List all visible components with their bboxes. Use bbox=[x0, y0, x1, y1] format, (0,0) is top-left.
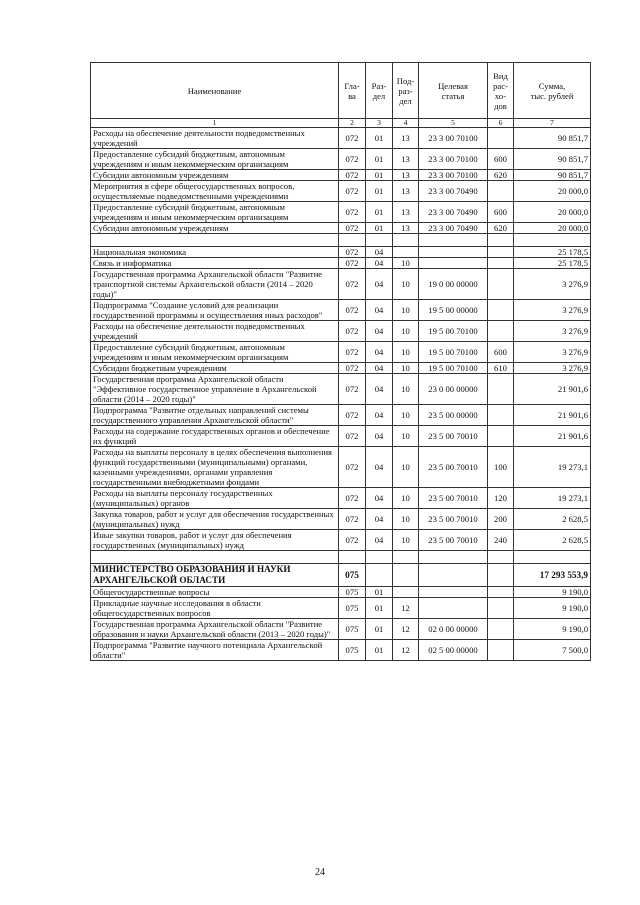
row-name: Расходы на содержание государственных органов и обеспечение их функций bbox=[91, 426, 339, 447]
row-chapter: 072 bbox=[339, 530, 366, 551]
row-subsection: 13 bbox=[393, 170, 419, 181]
budget-table-sheet bbox=[90, 62, 590, 661]
row-target: 23 3 00 70490 bbox=[419, 202, 488, 223]
row-amount: 9 190,0 bbox=[514, 587, 591, 598]
row-subsection: 13 bbox=[393, 223, 419, 234]
row-chapter: 072 bbox=[339, 488, 366, 509]
row-expense-type bbox=[488, 564, 514, 587]
row-name: Общегосударственные вопросы bbox=[91, 587, 339, 598]
table-row bbox=[91, 202, 591, 223]
row-chapter: 075 bbox=[339, 587, 366, 598]
table-row bbox=[91, 363, 591, 374]
row-name: Связь и информатика bbox=[91, 258, 339, 269]
row-chapter: 072 bbox=[339, 300, 366, 321]
row-section: 01 bbox=[366, 202, 393, 223]
row-amount: 3 276,9 bbox=[514, 269, 591, 300]
row-section: 01 bbox=[366, 640, 393, 661]
row-subsection bbox=[393, 587, 419, 598]
row-name: Подпрограмма "Развитие отдельных направлений системы государственного управления Архангельской области" bbox=[91, 405, 339, 426]
table-row bbox=[91, 321, 591, 342]
row-amount: 25 178,5 bbox=[514, 258, 591, 269]
row-section: 04 bbox=[366, 509, 393, 530]
row-target: 19 0 00 00000 bbox=[419, 269, 488, 300]
row-name: Закупка товаров, работ и услуг для обеспечения государственных (муниципальных) нужд bbox=[91, 509, 339, 530]
row-target: 23 3 00 70490 bbox=[419, 223, 488, 234]
column-number: 2 bbox=[339, 119, 366, 128]
row-chapter: 072 bbox=[339, 374, 366, 405]
table-row bbox=[91, 405, 591, 426]
row-name: Государственная программа Архангельской области "Развитие транспортной системы Архангельской области (2014 – 2020 годы)" bbox=[91, 269, 339, 300]
table-row bbox=[91, 181, 591, 202]
row-section: 04 bbox=[366, 342, 393, 363]
row-subsection: 10 bbox=[393, 530, 419, 551]
row-section: 01 bbox=[366, 223, 393, 234]
row-chapter: 072 bbox=[339, 202, 366, 223]
row-expense-type: 620 bbox=[488, 170, 514, 181]
row-chapter: 072 bbox=[339, 321, 366, 342]
row-section: 04 bbox=[366, 258, 393, 269]
row-amount: 9 190,0 bbox=[514, 598, 591, 619]
row-section: 04 bbox=[366, 426, 393, 447]
row-subsection: 10 bbox=[393, 258, 419, 269]
header-target: Целевая статья bbox=[419, 63, 488, 119]
row-chapter: 072 bbox=[339, 342, 366, 363]
column-number-row bbox=[91, 119, 591, 128]
column-number: 5 bbox=[419, 119, 488, 128]
table-row bbox=[91, 530, 591, 551]
table-row bbox=[91, 619, 591, 640]
row-amount: 20 000,0 bbox=[514, 223, 591, 234]
header-name: Наименование bbox=[91, 63, 339, 119]
row-expense-type bbox=[488, 321, 514, 342]
row-section: 04 bbox=[366, 269, 393, 300]
row-subsection: 10 bbox=[393, 342, 419, 363]
header-subsection: Под- раз- дел bbox=[393, 63, 419, 119]
empty-cell bbox=[91, 551, 339, 564]
row-amount: 7 500,0 bbox=[514, 640, 591, 661]
row-target: 23 5 00 70010 bbox=[419, 426, 488, 447]
row-expense-type bbox=[488, 598, 514, 619]
table-row bbox=[91, 488, 591, 509]
row-expense-type bbox=[488, 128, 514, 149]
row-target: 23 5 00 70010 bbox=[419, 447, 488, 488]
row-section: 01 bbox=[366, 619, 393, 640]
row-name: Подпрограмма "Развитие научного потенциала Архангельской области" bbox=[91, 640, 339, 661]
row-target: 23 0 00 00000 bbox=[419, 374, 488, 405]
row-amount: 19 273,1 bbox=[514, 447, 591, 488]
row-expense-type bbox=[488, 405, 514, 426]
table-row bbox=[91, 509, 591, 530]
row-target: 19 5 00 70100 bbox=[419, 363, 488, 374]
row-expense-type: 600 bbox=[488, 202, 514, 223]
row-subsection bbox=[393, 564, 419, 587]
row-name: Подпрограмма "Создание условий для реализации государственной программы и осуществления иных расходов" bbox=[91, 300, 339, 321]
table-row bbox=[91, 170, 591, 181]
row-amount: 3 276,9 bbox=[514, 300, 591, 321]
table-row bbox=[91, 426, 591, 447]
row-subsection: 13 bbox=[393, 181, 419, 202]
table-body bbox=[91, 128, 591, 661]
row-amount: 3 276,9 bbox=[514, 321, 591, 342]
row-section: 01 bbox=[366, 181, 393, 202]
table-row bbox=[91, 342, 591, 363]
row-chapter: 072 bbox=[339, 405, 366, 426]
row-name: Прикладные научные исследования в области общегосударственных вопросов bbox=[91, 598, 339, 619]
row-target bbox=[419, 598, 488, 619]
row-name: Субсидии автономным учреждениям bbox=[91, 170, 339, 181]
row-chapter: 072 bbox=[339, 149, 366, 170]
row-subsection: 12 bbox=[393, 619, 419, 640]
row-name: Предоставление субсидий бюджетным, автономным учреждениям и иным некоммерческим организациям bbox=[91, 202, 339, 223]
row-section: 01 bbox=[366, 128, 393, 149]
row-subsection: 10 bbox=[393, 447, 419, 488]
table-row bbox=[91, 128, 591, 149]
row-section: 04 bbox=[366, 363, 393, 374]
empty-cell bbox=[339, 234, 366, 247]
row-amount: 25 178,5 bbox=[514, 247, 591, 258]
table-row bbox=[91, 640, 591, 661]
row-amount: 20 000,0 bbox=[514, 181, 591, 202]
page-number: 24 bbox=[315, 867, 325, 878]
table-row bbox=[91, 598, 591, 619]
row-expense-type bbox=[488, 247, 514, 258]
row-name: Предоставление субсидий бюджетным, автономным учреждениям и иным некоммерческим организациям bbox=[91, 342, 339, 363]
row-amount: 17 293 553,9 bbox=[514, 564, 591, 587]
row-chapter: 072 bbox=[339, 269, 366, 300]
header-section: Раз- дел bbox=[366, 63, 393, 119]
row-expense-type: 240 bbox=[488, 530, 514, 551]
row-expense-type: 200 bbox=[488, 509, 514, 530]
table-row bbox=[91, 247, 591, 258]
row-name: Расходы на выплаты персоналу в целях обеспечения выполнения функций государственными (муниципальными) органами, казенными учреждениями, органами управления государственными внебюджетными фондами bbox=[91, 447, 339, 488]
row-subsection: 10 bbox=[393, 426, 419, 447]
row-chapter: 072 bbox=[339, 363, 366, 374]
row-section bbox=[366, 564, 393, 587]
row-chapter: 072 bbox=[339, 447, 366, 488]
row-subsection: 12 bbox=[393, 640, 419, 661]
row-target bbox=[419, 587, 488, 598]
row-name: Субсидии бюджетным учреждениям bbox=[91, 363, 339, 374]
row-name: Иные закупки товаров, работ и услуг для обеспечения государственных (муниципальных) нужд bbox=[91, 530, 339, 551]
row-amount: 2 628,5 bbox=[514, 509, 591, 530]
row-expense-type bbox=[488, 640, 514, 661]
row-expense-type bbox=[488, 300, 514, 321]
row-name: МИНИСТЕРСТВО ОБРАЗОВАНИЯ И НАУКИ АРХАНГЕЛЬСКОЙ ОБЛАСТИ bbox=[91, 564, 339, 587]
row-chapter: 075 bbox=[339, 640, 366, 661]
row-expense-type: 600 bbox=[488, 149, 514, 170]
row-expense-type bbox=[488, 374, 514, 405]
row-target: 23 3 00 70100 bbox=[419, 128, 488, 149]
row-target: 02 5 00 00000 bbox=[419, 640, 488, 661]
row-section: 01 bbox=[366, 587, 393, 598]
row-target: 19 5 00 00000 bbox=[419, 300, 488, 321]
row-subsection: 10 bbox=[393, 509, 419, 530]
row-target: 23 5 00 70010 bbox=[419, 509, 488, 530]
row-target: 23 3 00 70100 bbox=[419, 149, 488, 170]
row-subsection: 10 bbox=[393, 321, 419, 342]
row-subsection: 13 bbox=[393, 202, 419, 223]
row-chapter: 072 bbox=[339, 223, 366, 234]
row-amount: 3 276,9 bbox=[514, 363, 591, 374]
row-amount: 9 190,0 bbox=[514, 619, 591, 640]
row-expense-type: 100 bbox=[488, 447, 514, 488]
row-section: 01 bbox=[366, 598, 393, 619]
row-name: Расходы на выплаты персоналу государственных (муниципальных) органов bbox=[91, 488, 339, 509]
empty-cell bbox=[488, 234, 514, 247]
empty-cell bbox=[393, 234, 419, 247]
row-section: 01 bbox=[366, 170, 393, 181]
row-subsection: 10 bbox=[393, 405, 419, 426]
row-target: 23 5 00 00000 bbox=[419, 405, 488, 426]
row-target: 23 3 00 70100 bbox=[419, 170, 488, 181]
row-amount: 20 000,0 bbox=[514, 202, 591, 223]
empty-cell bbox=[419, 234, 488, 247]
table-row bbox=[91, 223, 591, 234]
row-amount: 90 851,7 bbox=[514, 149, 591, 170]
row-subsection: 10 bbox=[393, 488, 419, 509]
row-target: 23 5 00 70010 bbox=[419, 530, 488, 551]
row-amount: 21 901,6 bbox=[514, 405, 591, 426]
row-name: Расходы на обеспечение деятельности подведомственных учреждений bbox=[91, 321, 339, 342]
row-name: Субсидии автономным учреждениям bbox=[91, 223, 339, 234]
row-expense-type bbox=[488, 258, 514, 269]
row-section: 04 bbox=[366, 374, 393, 405]
row-expense-type bbox=[488, 181, 514, 202]
empty-cell bbox=[488, 551, 514, 564]
row-expense-type bbox=[488, 269, 514, 300]
row-section: 04 bbox=[366, 247, 393, 258]
row-target: 19 5 00 70100 bbox=[419, 321, 488, 342]
empty-cell bbox=[419, 551, 488, 564]
row-expense-type: 600 bbox=[488, 342, 514, 363]
row-name: Расходы на обеспечение деятельности подведомственных учреждений bbox=[91, 128, 339, 149]
row-chapter: 072 bbox=[339, 247, 366, 258]
empty-cell bbox=[366, 551, 393, 564]
spacer-row bbox=[91, 234, 591, 247]
row-subsection: 10 bbox=[393, 269, 419, 300]
table-row bbox=[91, 269, 591, 300]
empty-cell bbox=[514, 551, 591, 564]
row-expense-type: 610 bbox=[488, 363, 514, 374]
row-amount: 2 628,5 bbox=[514, 530, 591, 551]
header-amount: Сумма, тыс. рублей bbox=[514, 63, 591, 119]
row-name: Национальная экономика bbox=[91, 247, 339, 258]
row-chapter: 075 bbox=[339, 619, 366, 640]
row-section: 04 bbox=[366, 530, 393, 551]
budget-table bbox=[90, 62, 591, 661]
table-header-row bbox=[91, 63, 591, 119]
row-chapter: 072 bbox=[339, 509, 366, 530]
empty-cell bbox=[91, 234, 339, 247]
table-row bbox=[91, 374, 591, 405]
header-chapter: Гла- ва bbox=[339, 63, 366, 119]
row-target: 19 5 00 70100 bbox=[419, 342, 488, 363]
row-section: 04 bbox=[366, 405, 393, 426]
row-target bbox=[419, 258, 488, 269]
row-subsection: 10 bbox=[393, 300, 419, 321]
table-row bbox=[91, 447, 591, 488]
spacer-row bbox=[91, 551, 591, 564]
empty-cell bbox=[393, 551, 419, 564]
row-target: 23 5 00 70010 bbox=[419, 488, 488, 509]
row-chapter: 072 bbox=[339, 426, 366, 447]
row-amount: 90 851,7 bbox=[514, 128, 591, 149]
row-section: 04 bbox=[366, 300, 393, 321]
empty-cell bbox=[366, 234, 393, 247]
table-row bbox=[91, 587, 591, 598]
row-amount: 21 901,6 bbox=[514, 426, 591, 447]
row-section: 04 bbox=[366, 447, 393, 488]
row-expense-type bbox=[488, 587, 514, 598]
row-name: Предоставление субсидий бюджетным, автономным учреждениям и иным некоммерческим организациям bbox=[91, 149, 339, 170]
row-chapter: 075 bbox=[339, 598, 366, 619]
row-section: 04 bbox=[366, 321, 393, 342]
row-subsection bbox=[393, 247, 419, 258]
empty-cell bbox=[339, 551, 366, 564]
row-amount: 90 851,7 bbox=[514, 170, 591, 181]
row-section: 01 bbox=[366, 149, 393, 170]
row-target: 02 0 00 00000 bbox=[419, 619, 488, 640]
row-target: 23 3 00 70490 bbox=[419, 181, 488, 202]
row-chapter: 075 bbox=[339, 564, 366, 587]
row-amount: 3 276,9 bbox=[514, 342, 591, 363]
row-target bbox=[419, 564, 488, 587]
row-subsection: 10 bbox=[393, 363, 419, 374]
row-expense-type bbox=[488, 426, 514, 447]
row-name: Государственная программа Архангельской области "Развитие образования и науки Архангельской области (2013 – 2020 годы)" bbox=[91, 619, 339, 640]
header-expense-type: Вид рас- хо- дов bbox=[488, 63, 514, 119]
row-name: Мероприятия в сфере общегосударственных вопросов, осуществляемые подведомственными учреждениями bbox=[91, 181, 339, 202]
column-number: 6 bbox=[488, 119, 514, 128]
table-row bbox=[91, 564, 591, 587]
table-row bbox=[91, 258, 591, 269]
row-chapter: 072 bbox=[339, 128, 366, 149]
row-amount: 21 901,6 bbox=[514, 374, 591, 405]
row-subsection: 13 bbox=[393, 128, 419, 149]
column-number: 3 bbox=[366, 119, 393, 128]
column-number: 7 bbox=[514, 119, 591, 128]
row-section: 04 bbox=[366, 488, 393, 509]
table-row bbox=[91, 300, 591, 321]
row-target bbox=[419, 247, 488, 258]
row-expense-type: 620 bbox=[488, 223, 514, 234]
row-subsection: 13 bbox=[393, 149, 419, 170]
row-chapter: 072 bbox=[339, 170, 366, 181]
row-amount: 19 273,1 bbox=[514, 488, 591, 509]
row-expense-type bbox=[488, 619, 514, 640]
row-chapter: 072 bbox=[339, 181, 366, 202]
row-expense-type: 120 bbox=[488, 488, 514, 509]
row-subsection: 10 bbox=[393, 374, 419, 405]
column-number: 1 bbox=[91, 119, 339, 128]
empty-cell bbox=[514, 234, 591, 247]
table-row bbox=[91, 149, 591, 170]
row-chapter: 072 bbox=[339, 258, 366, 269]
row-name: Государственная программа Архангельской области "Эффективное государственное управление в Архангельской области (2014 – 2020 годы)" bbox=[91, 374, 339, 405]
column-number: 4 bbox=[393, 119, 419, 128]
row-subsection: 12 bbox=[393, 598, 419, 619]
